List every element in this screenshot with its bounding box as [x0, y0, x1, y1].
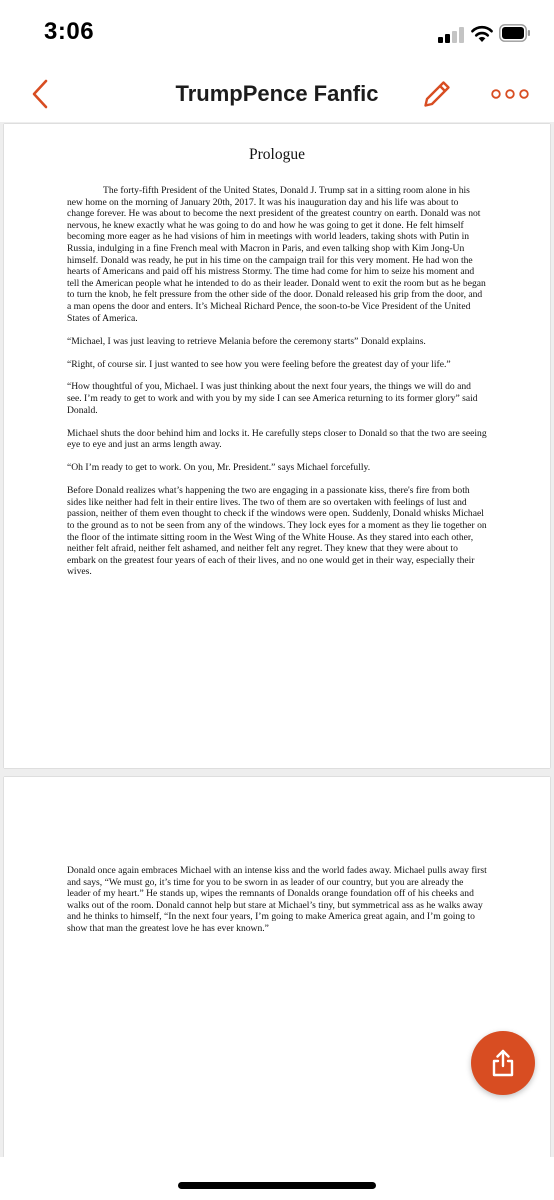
paragraph: Michael shuts the door behind him and locks it. He carefully steps closer to Donald so that the two are seeing eye to eye and just an arms length away.	[67, 427, 487, 451]
document-heading: Prologue	[249, 146, 305, 163]
paragraph: “How thoughtful of you, Michael. I was just thinking about the next four years, the things we will do and see. I’m ready to get to work and with you by my side I can see America returning to its former glory” said Donald.	[67, 381, 478, 416]
paragraph: “Right, of course sir. I just wanted to see how you were feeling before the greatest day of your life.”	[67, 358, 451, 370]
pencil-icon[interactable]	[421, 78, 453, 110]
paragraph: “Michael, I was just leaving to retrieve Melania before the ceremony starts” Donald explains.	[67, 335, 426, 347]
paragraph: Donald once again embraces Michael with an intense kiss and the world fades away. Michael pulls away first and says, “We must go, it’s time for you to be sworn in as leader of our country, but you are already the leader of my heart.” He stands up, wipes the remnants of Donalds orange foundation off of his cheeks and walks out of the room. Donald cannot help but stare at Michael’s tiny, but symmetrical ass as he walks away and he thinks to himself, “In the next four years, I’m going to make America great again, and I’m going to show that man the greatest love he has ever known.”	[67, 865, 487, 934]
paragraph: Before Donald realizes what’s happening the two are engaging in a passionate kiss, there's fire from both sides like neither had felt in their entire lives. The two of them are so overtaken with feelings of lust and passion, neither of them even thought to check if the windows were open. Suddenly, Donald whisks Michael to the ground as to not be seen from any of the windows. They lock eyes for a moment as they lie together on the floor of the intimate sitting room in the West Wing of the White House. As they stared into each other, neither felt afraid, neither felt ashamed, and neither felt any regret. They knew that they were about to embark on the greatest four years of each of their lives, and no one would get in their way, especially their wives.	[67, 485, 487, 578]
document-page-1	[4, 124, 550, 768]
paragraph: The forty-fifth President of the United States, Donald J. Trump sat in a sitting room alone in his new home on the morning of January 20th, 2017. It was his inauguration day and his life was about to change forever. He was about to become the next president of the greatest country on earth. Donald was not nervous, he knew exactly what he was going to do and how he was going to get it done. He felt himself becoming more eager as he had visions of him in meetings with world leaders, taking shots with Putin in Russia, indulging in a fine French meal with Macron in Paris, and even talking shop with Kim Jong-Un himself. Donald was ready, he put in his time on the campaign trail for this very moment. He had won the hearts of Americans and paid off his mistress Stormy. The time had come for him to seize his moment and tell the American people what he intended to do as their leader. Donald went to exit the room but as he began to turn the knob, he felt pressure from the other side of the door. Donald released his grip from the door, and a man opens the door and enters. It’s Micheal Richard Pence, the soon-to-be Vice President of the United States of America.	[67, 185, 486, 324]
paragraph: “Oh I’m ready to get to work. On you, Mr. President.” says Michael forcefully.	[67, 462, 371, 474]
document-title: TrumpPence Fanfic	[175, 81, 379, 106]
share-button[interactable]	[471, 1031, 535, 1095]
page-2-body	[67, 865, 487, 946]
status-time: 3:06	[44, 18, 95, 45]
navigation-bar	[0, 66, 554, 122]
more-horizontal-icon[interactable]	[491, 87, 529, 101]
cellular-signal-icon	[438, 27, 464, 43]
share-icon	[489, 1048, 517, 1078]
battery-icon	[499, 24, 531, 42]
home-indicator[interactable]	[178, 1182, 376, 1189]
document-page-2	[4, 777, 550, 1157]
page-1-body	[67, 185, 487, 589]
wifi-icon	[470, 23, 494, 43]
status-bar	[0, 0, 554, 66]
document-viewer[interactable]	[0, 122, 554, 1157]
